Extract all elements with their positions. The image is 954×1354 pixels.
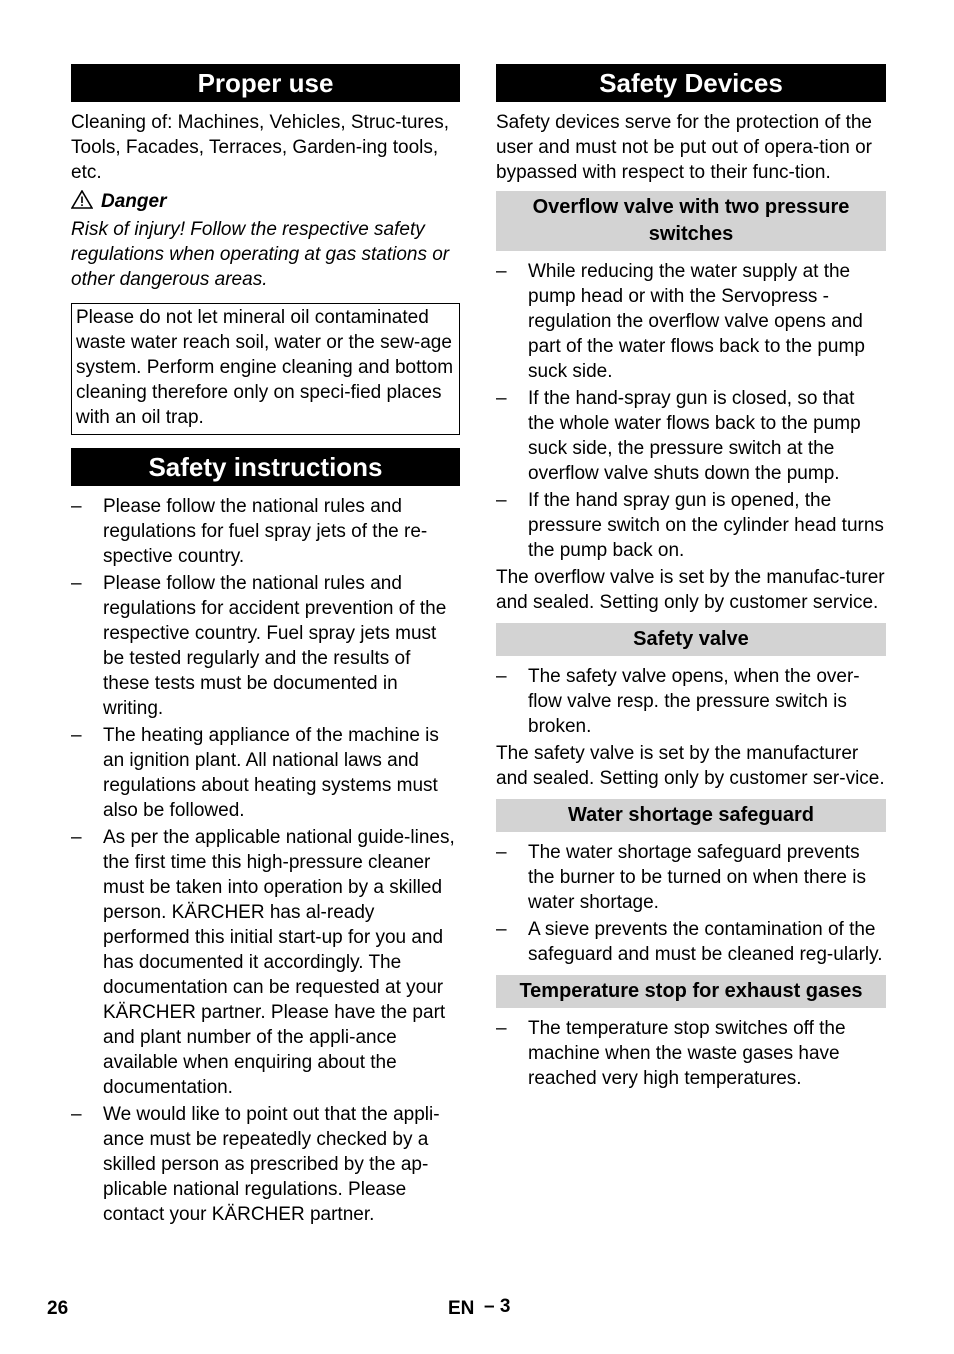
danger-label: Danger [101, 191, 167, 212]
list-item: – The heating appliance of the machine is an ignition plant. All national laws and regulations about heating systems must also be followed. [71, 725, 439, 821]
page-number: 26 [47, 1298, 69, 1319]
safety-valve-note: The safety valve is set by the manufacturer and sealed. Setting only by customer ser-vice. [496, 743, 885, 789]
list-item: – Please follow the national rules and regulations for accident prevention of the respective country. Fuel spray jets must be tested regularly and the results of these tests must be documented in writing. [71, 573, 447, 719]
list-item: – Please follow the national rules and regulations for fuel spray jets of the re-spective country. [71, 496, 428, 567]
oil-notice-box [71, 303, 460, 435]
list-item: – If the hand spray gun is opened, the pressure switch on the cylinder head turns the pump back on. [496, 490, 884, 561]
language-code: EN [448, 1298, 475, 1319]
list-item: – As per the applicable national guide-lines, the first time this high-pressure cleaner must be taken into operation by a skilled person. KÄRCHER has al-ready performed this initial start-up for you and has documented it accordingly. The documentation can be requested at your KÄRCHER partner. Please have the part and plant number of the appli-ance available when enquiring about the documentation. [71, 827, 455, 1098]
overflow-valve-heading: Overflow valve with two pressure switches [496, 191, 886, 251]
safety-instructions-heading: Safety instructions [71, 448, 460, 486]
proper-use-heading: Proper use [71, 64, 460, 102]
safety-valve-list [496, 664, 886, 739]
overflow-valve-list [496, 259, 886, 563]
water-shortage-heading: Water shortage safeguard [496, 799, 886, 832]
water-shortage-list [496, 840, 886, 967]
safety-valve-heading: Safety valve [496, 623, 886, 656]
right-column [496, 64, 886, 1093]
safety-devices-heading: Safety Devices [496, 64, 886, 102]
list-item: – The temperature stop switches off the machine when the waste gases have reached very high temperatures. [496, 1018, 846, 1089]
list-item: – If the hand-spray gun is closed, so that the whole water flows back to the pump suck side, the pressure switch at the overflow valve shuts down the pump. [496, 388, 861, 484]
temperature-stop-heading: Temperature stop for exhaust gases [496, 975, 886, 1008]
temperature-stop-list [496, 1016, 886, 1091]
list-item: – We would like to point out that the appli-ance must be repeatedly checked by a skilled person as prescribed by the ap-plicable national regulations. Please contact your KÄRCHER partner. [71, 1104, 440, 1225]
warning-triangle-icon [71, 191, 101, 212]
left-column [71, 64, 460, 1229]
danger-text: Risk of injury! Follow the respective safety regulations when operating at gas stations or other dangerous areas. [71, 219, 450, 290]
proper-use-intro: Cleaning of: Machines, Vehicles, Struc-tures, Tools, Facades, Terraces, Garden-ing tools, etc. [71, 112, 450, 183]
safety-devices-intro: Safety devices serve for the protection of the user and must not be put out of opera-tion or bypassed with respect to their func-tion. [496, 112, 873, 183]
list-item: – While reducing the water supply at the pump head or with the Servopress -regulation the overflow valve opens and part of the water flows back to the pump suck side. [496, 261, 865, 382]
oil-notice-text: Please do not let mineral oil contaminated waste water reach soil, water or the sew-age system. Perform engine cleaning and bottom cleaning therefore only on speci-fied places with an oil trap. [76, 307, 454, 428]
safety-instructions-list [71, 494, 460, 1227]
list-item: – The water shortage safeguard prevents the burner to be turned on when there is water shortage. [496, 842, 867, 913]
danger-label-row [71, 189, 460, 214]
overflow-valve-note: The overflow valve is set by the manufac-turer and sealed. Setting only by customer service. [496, 567, 885, 613]
section-page: – 3 [484, 1296, 511, 1317]
list-item: – A sieve prevents the contamination of the safeguard and must be cleaned reg-ularly. [496, 919, 883, 965]
list-item: – The safety valve opens, when the over-flow valve resp. the pressure switch is broken. [496, 666, 860, 737]
